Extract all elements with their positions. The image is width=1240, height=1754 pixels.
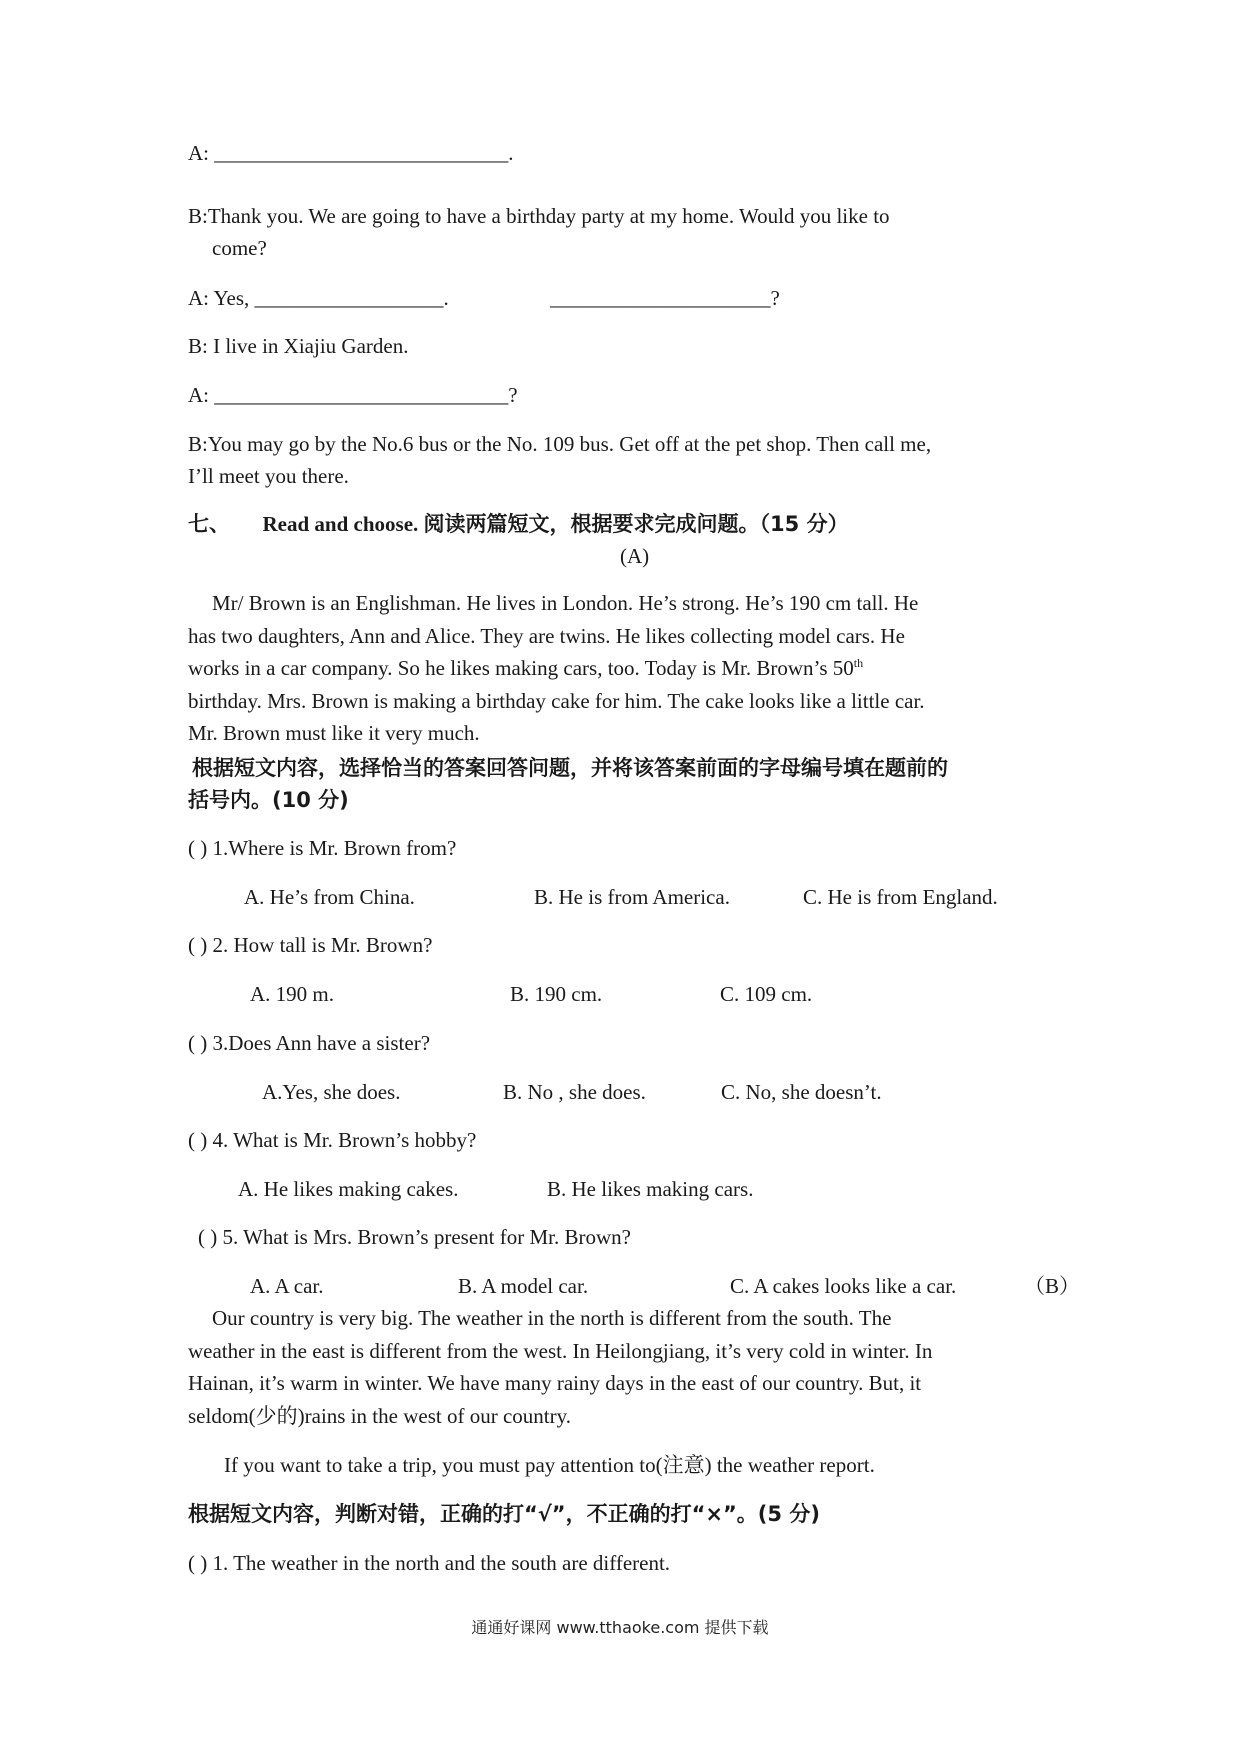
- option-b: B. He likes making cars.: [547, 1177, 754, 1201]
- question-stem: ( ) 4. What is Mr. Brown’s hobby?: [188, 1128, 477, 1152]
- option-c: C. A cakes looks like a car.: [730, 1274, 957, 1298]
- option-a: A. He’s from China.: [244, 885, 415, 909]
- dialogue-line-a3: A: ____________________________?: [188, 383, 518, 407]
- section-number: 七、: [188, 512, 230, 536]
- option-c: C. He is from England.: [803, 885, 998, 909]
- instruction-b: 根据短文内容，判断对错，正确的打“√”，不正确的打“×”。(5 分): [188, 1502, 820, 1526]
- passage-b-label: （B）: [1024, 1274, 1081, 1298]
- instruction-a-cont: 括号内。(10 分): [188, 788, 349, 812]
- passage-b-last-line: If you want to take a trip, you must pay attention to(注意) the weather report.: [224, 1453, 875, 1477]
- dialogue-line-a2-blank: _____________________?: [550, 286, 780, 310]
- question-stem: ( ) 5. What is Mrs. Brown’s present for Mr. Brown?: [198, 1225, 631, 1249]
- question-stem: ( ) 1. The weather in the north and the south are different.: [188, 1551, 671, 1575]
- passage-a-line: has two daughters, Ann and Alice. They are twins. He likes collecting model cars. He: [188, 623, 905, 648]
- ordinal-suffix: th: [853, 656, 864, 670]
- section-title-cn: 阅读两篇短文，根据要求完成问题。（15 分）: [423, 512, 849, 536]
- passage-a-line: Mr/ Brown is an Englishman. He lives in London. He’s strong. He’s 190 cm tall. He: [212, 591, 919, 615]
- option-b: B. A model car.: [458, 1274, 589, 1298]
- instruction-a: 根据短文内容，选择恰当的答案回答问题，并将该答案前面的字母编号填在题前的: [192, 756, 948, 780]
- dialogue-line-b3-cont: I’ll meet you there.: [188, 464, 349, 488]
- question-stem: ( ) 2. How tall is Mr. Brown?: [188, 933, 433, 957]
- section-title-en: Read and choose.: [262, 512, 419, 536]
- option-a: A.Yes, she does.: [262, 1080, 401, 1104]
- dialogue-line-a1: A: ____________________________.: [188, 141, 514, 165]
- option-a: A. 190 m.: [250, 982, 334, 1006]
- question-stem: ( ) 3.Does Ann have a sister?: [188, 1031, 431, 1055]
- passage-b-line: Our country is very big. The weather in the north is different from the south. The: [212, 1306, 892, 1330]
- option-a: A. He likes making cakes.: [238, 1177, 459, 1201]
- passage-b-line: Hainan, it’s warm in winter. We have many rainy days in the east of our country. But, it: [188, 1371, 922, 1395]
- dialogue-line-b3: B:You may go by the No.6 bus or the No. 109 bus. Get off at the pet shop. Then call me,: [188, 432, 932, 456]
- passage-a-line: Mr. Brown must like it very much.: [188, 721, 480, 745]
- passage-b: [188, 1302, 1088, 1432]
- question-stem: ( ) 1.Where is Mr. Brown from?: [188, 836, 457, 860]
- passage-b-line: seldom(少的)rains in the west of our country.: [188, 1403, 571, 1428]
- option-c: C. 109 cm.: [720, 982, 813, 1006]
- option-b: B. He is from America.: [534, 885, 730, 909]
- dialogue-line-b1: B:Thank you. We are going to have a birthday party at my home. Would you like to: [188, 204, 890, 228]
- dialogue-line-b1-cont: come?: [212, 236, 267, 260]
- passage-a-line: works in a car company. So he likes making cars, too. Today is Mr. Brown’s 50th: [188, 656, 864, 680]
- option-c: C. No, she doesn’t.: [721, 1080, 882, 1104]
- passage-a-line: birthday. Mrs. Brown is making a birthday cake for him. The cake looks like a little car.: [188, 688, 925, 713]
- passage-b-line: weather in the east is different from the west. In Heilongjiang, it’s very cold in winter. In: [188, 1338, 933, 1363]
- option-b: B. 190 cm.: [510, 982, 603, 1006]
- passage-a: [188, 587, 1088, 750]
- dialogue-line-a2: A: Yes, __________________.: [188, 286, 449, 310]
- option-b: B. No , she does.: [503, 1080, 646, 1104]
- page-footer: 通通好课网 www.tthaoke.com 提供下载: [471, 1618, 769, 1637]
- passage-a-label: (A): [620, 544, 650, 568]
- option-a: A. A car.: [250, 1274, 324, 1298]
- dialogue-line-b2: B: I live in Xiajiu Garden.: [188, 334, 409, 358]
- section-heading: [188, 508, 849, 540]
